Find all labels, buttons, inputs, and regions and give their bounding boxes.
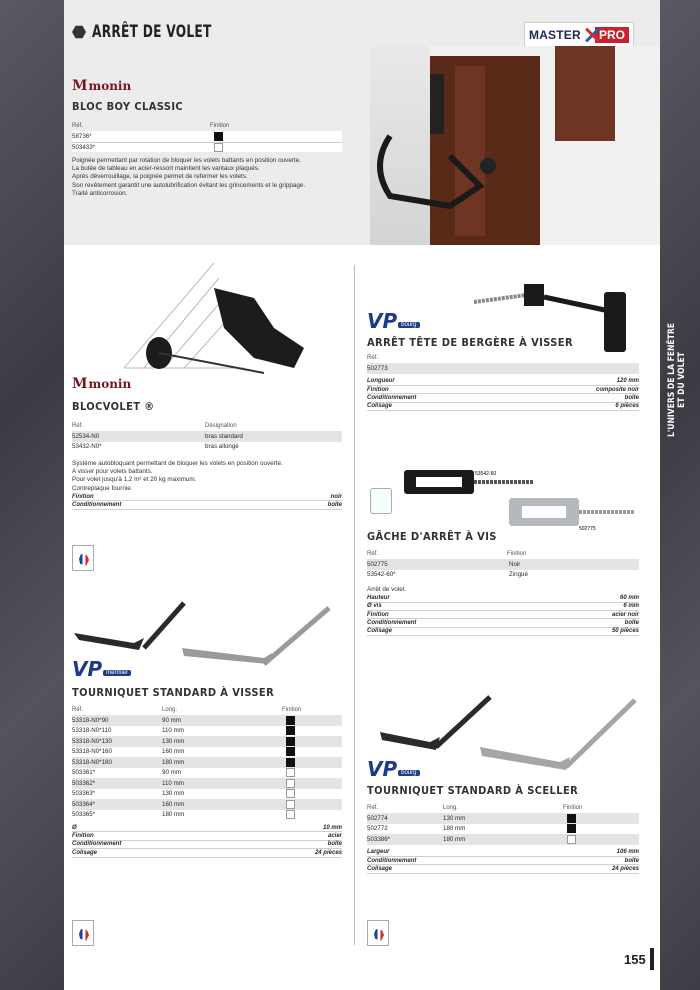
table-row bbox=[72, 789, 342, 800]
table-row bbox=[367, 813, 639, 824]
table-row bbox=[72, 736, 342, 747]
page-number: 155 bbox=[624, 948, 654, 970]
table-header: Réf. Long. Finition bbox=[72, 707, 302, 713]
table-row: 53432-N0* bras allongé bbox=[72, 442, 342, 453]
finish-white-swatch bbox=[567, 835, 576, 844]
table-row: 503433* bbox=[72, 142, 342, 153]
length-cell: 90 mm bbox=[162, 716, 181, 724]
spec-row: Colisage 24 pièces bbox=[72, 849, 342, 856]
product-description: Arrêt de volet. bbox=[367, 586, 407, 593]
solid-quality-icon bbox=[370, 488, 392, 514]
blocvolet-table bbox=[72, 431, 342, 452]
spec-list bbox=[367, 849, 639, 874]
ref-cell: 503386* bbox=[367, 835, 391, 843]
masterpro-logo: MASTER PRO bbox=[524, 22, 634, 48]
length-cell: 130 mm bbox=[443, 814, 466, 822]
finish-white-swatch bbox=[286, 789, 295, 798]
finish-white-swatch bbox=[214, 143, 223, 152]
spec-row: Longueur 120 mm bbox=[367, 378, 639, 385]
vp-bourg-logo: VP bourg bbox=[367, 312, 639, 330]
ref-cell: 503363* bbox=[72, 790, 96, 798]
background-left-panel bbox=[0, 0, 64, 990]
length-cell: 180 mm bbox=[162, 758, 185, 766]
length-cell: 130 mm bbox=[162, 737, 185, 745]
gache-section bbox=[367, 530, 639, 636]
ref-cell: 503361* bbox=[72, 769, 96, 777]
category-side-label: L'UNIVERS DE LA FENÊTRE ET DU VOLET bbox=[667, 323, 687, 437]
spec-list bbox=[367, 378, 639, 412]
ref-cell: 53318-N0*180 bbox=[72, 758, 112, 766]
product-title: GÂCHE D'ARRÊT À VIS bbox=[367, 530, 497, 543]
table-row bbox=[72, 810, 342, 821]
ref-cell: 503365* bbox=[72, 811, 96, 819]
bergere-section bbox=[367, 309, 639, 411]
spec-row: Ø 10 mm bbox=[72, 824, 342, 831]
hexagon-icon bbox=[72, 25, 86, 39]
finish-white-swatch bbox=[286, 768, 295, 777]
table-row bbox=[367, 824, 639, 835]
spec-row: Conditionnement boîte bbox=[367, 394, 639, 401]
table-row bbox=[72, 778, 342, 789]
tourniquet-visser-table bbox=[72, 715, 342, 820]
length-cell: 110 mm bbox=[162, 727, 184, 735]
blocvolet-section bbox=[72, 376, 342, 510]
ref-cell: 53318-N0*110 bbox=[72, 727, 112, 735]
monin-logo: M monin bbox=[72, 78, 132, 94]
product-description: Poignée permettant par rotation de bloquer les volets battants en position ouverte. La butée de tableau en acier-ressort maintient les vantaux plaqués. Après déverrouillage, la poignée permet de refermer les volets. Son revêtement garantit une autolubrification évitant les grincements et le grippage. Traité anticorrosion. bbox=[72, 157, 306, 197]
cross-logo-icon bbox=[584, 27, 592, 43]
monin-logo: M monin bbox=[72, 376, 132, 392]
tourniquet-visser-section bbox=[72, 657, 342, 858]
finish-black-swatch bbox=[286, 737, 295, 746]
catalog-page bbox=[64, 0, 660, 990]
table-header: Réf. bbox=[367, 355, 379, 361]
finish-black-swatch bbox=[286, 758, 295, 767]
made-in-france-icon bbox=[72, 545, 94, 571]
spec-row: Hauteur 60 mm bbox=[367, 594, 639, 601]
spec-row: Ø vis 6 mm bbox=[367, 603, 639, 610]
spec-row: Largeur 106 mm bbox=[367, 849, 639, 856]
svg-text:502775: 502775 bbox=[579, 526, 596, 532]
spec-row: Colisage 6 pièces bbox=[367, 403, 639, 410]
table-row: 52534-N0 bras standard bbox=[72, 431, 342, 442]
product-description: Système autobloquant permettant de bloquer les volets en position ouverte. A visser pour volets battants. Pour volet jusqu'à 1,2 m² et 20 kg maximum. Contreplaque fournie. bbox=[72, 460, 283, 492]
length-cell: 160 mm bbox=[162, 748, 185, 756]
spec-list bbox=[72, 493, 342, 510]
ref-cell: 503362* bbox=[72, 779, 96, 787]
spec-row: Finition acier noir bbox=[367, 611, 639, 618]
length-cell: 180 mm bbox=[443, 825, 466, 833]
product-title: ARRÊT TÊTE DE BERGÈRE À VISSER bbox=[367, 336, 573, 349]
vp-mermier-logo: VP mermier bbox=[72, 660, 342, 678]
table-row bbox=[367, 834, 639, 845]
length-cell: 130 mm bbox=[162, 790, 185, 798]
column-divider bbox=[354, 265, 355, 945]
product-title: BLOC BOY CLASSIC bbox=[72, 100, 184, 113]
table-row bbox=[72, 747, 342, 758]
vp-bourg-logo: VP bourg bbox=[367, 760, 639, 778]
spec-row: Finition noir bbox=[72, 493, 342, 500]
ref-cell: 53318-N0*130 bbox=[72, 737, 112, 745]
spec-row: Colisage 50 pièces bbox=[367, 628, 639, 635]
table-header: Réf. Désignation bbox=[72, 423, 237, 429]
table-row bbox=[72, 715, 342, 726]
finish-white-swatch bbox=[286, 810, 295, 819]
page-title-bar bbox=[72, 22, 241, 42]
spec-list bbox=[367, 594, 639, 636]
ref-cell: 53318-N0*160 bbox=[72, 748, 112, 756]
made-in-france-icon bbox=[367, 920, 389, 946]
tourniquet-sceller-table bbox=[367, 813, 639, 845]
table-header: Réf. Finition bbox=[72, 123, 230, 129]
table-row: 58736* bbox=[72, 131, 342, 142]
table-row bbox=[72, 757, 342, 768]
finish-white-swatch bbox=[286, 779, 295, 788]
finish-black-swatch bbox=[567, 824, 576, 833]
finish-black-swatch bbox=[286, 747, 295, 756]
boy-classic-section bbox=[72, 78, 342, 198]
product-title: BLOCVOLET ® bbox=[72, 400, 155, 413]
length-cell: 110 mm bbox=[162, 779, 184, 787]
product-title: TOURNIQUET STANDARD À VISSER bbox=[72, 686, 275, 699]
spec-row: Conditionnement boîte bbox=[72, 841, 342, 848]
length-cell: 180 mm bbox=[162, 811, 185, 819]
spec-row: Conditionnement boîte bbox=[72, 501, 342, 508]
table-row: 53542-60* Zingué bbox=[367, 570, 639, 581]
finish-white-swatch bbox=[286, 800, 295, 809]
table-row bbox=[72, 799, 342, 810]
finish-black-swatch bbox=[286, 716, 295, 725]
table-row bbox=[72, 726, 342, 737]
ref-cell: 503364* bbox=[72, 800, 96, 808]
table-header: Réf. Finition bbox=[367, 551, 527, 557]
page-title: ARRÊT DE VOLET bbox=[92, 22, 212, 42]
background-right-panel bbox=[660, 0, 700, 990]
boy-classic-table bbox=[72, 131, 342, 152]
table-row bbox=[72, 768, 342, 779]
length-cell: 160 mm bbox=[162, 800, 185, 808]
ref-cell: 53318-N0*90 bbox=[72, 716, 109, 724]
boy-classic-photo bbox=[370, 46, 660, 245]
blocvolet-image bbox=[64, 258, 349, 388]
finish-black-swatch bbox=[286, 726, 295, 735]
spec-row: Conditionnement boîte bbox=[367, 857, 639, 864]
gache-image bbox=[394, 468, 644, 533]
table-row: 502773 bbox=[367, 363, 639, 374]
svg-text:53542-60: 53542-60 bbox=[475, 471, 497, 477]
spec-row: Finition composite noir bbox=[367, 386, 639, 393]
spec-row: Conditionnement boîte bbox=[367, 620, 639, 627]
length-cell: 90 mm bbox=[162, 769, 181, 777]
finish-black-swatch bbox=[214, 132, 223, 141]
spec-row: Colisage 24 pièces bbox=[367, 865, 639, 872]
ref-cell: 502772 bbox=[367, 825, 388, 833]
spec-row: Finition acier bbox=[72, 833, 342, 840]
table-row: 502775 Noir bbox=[367, 559, 639, 570]
spec-list bbox=[72, 824, 342, 858]
ref-cell: 502774 bbox=[367, 814, 388, 822]
product-title: TOURNIQUET STANDARD À SCELLER bbox=[367, 784, 579, 797]
finish-black-swatch bbox=[567, 814, 576, 823]
length-cell: 180 mm bbox=[443, 835, 466, 843]
made-in-france-icon bbox=[72, 920, 94, 946]
tourniquet-sceller-section bbox=[367, 757, 639, 874]
table-header: Réf. Long. Finition bbox=[367, 805, 583, 811]
